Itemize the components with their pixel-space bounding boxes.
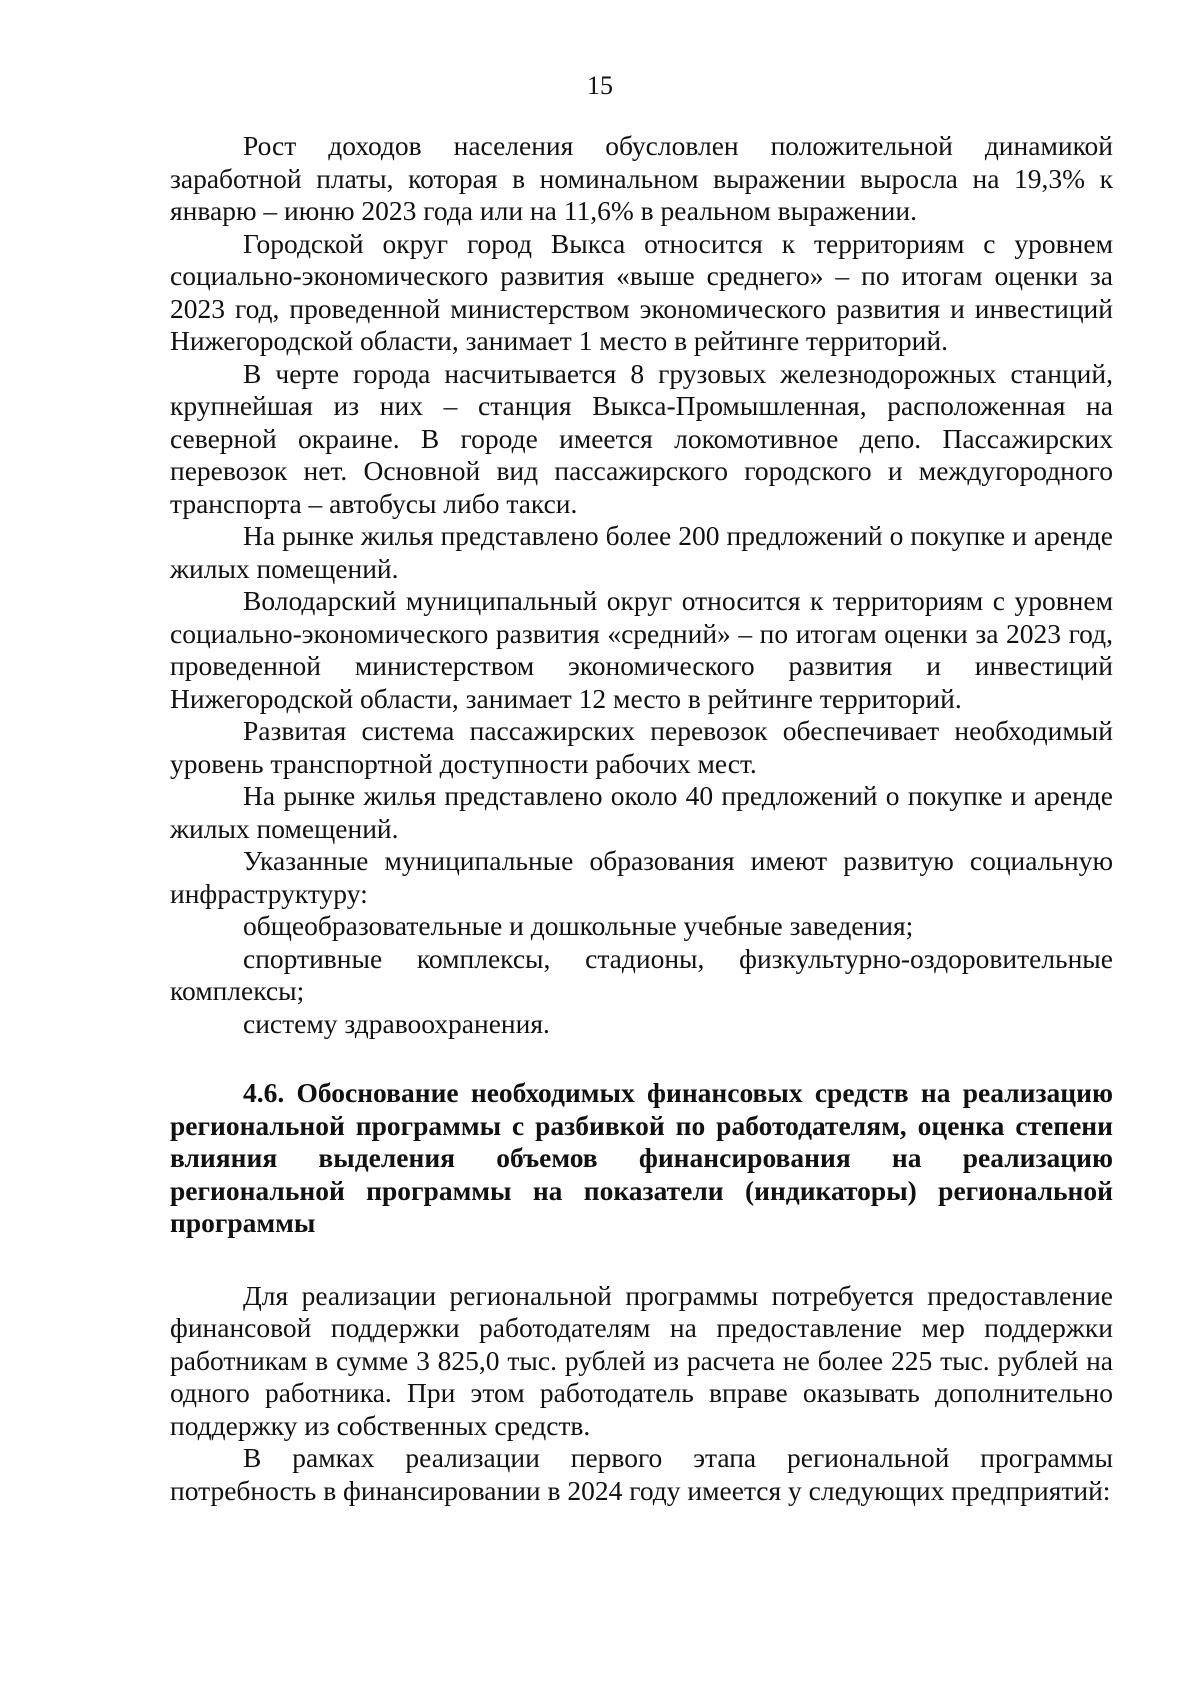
paragraph-income-growth: Рост доходов населения обусловлен положительной динамикой заработной платы, которая в номинальном выражении выросла на 19,3% к январю – июню 2023 года или на 11,6% в реальном выражении. [170, 130, 1113, 226]
list-item-healthcare: систему здравоохранения. [243, 1007, 550, 1039]
document-body [170, 130, 1113, 1507]
paragraph-volodarsky-transport: Развитая система пассажирских перевозок обеспечивает необходимый уровень транспортной доступности рабочих мест. [170, 715, 1113, 779]
list-item-sports: спортивные комплексы, стадионы, физкультурно-оздоровительные комплексы; [170, 942, 1113, 1006]
paragraph-vyksa-housing: На рынке жилья представлено более 200 предложений о покупке и аренде жилых помещений. [170, 520, 1113, 584]
paragraph-financing-amount: Для реализации региональной программы потребуется предоставление финансовой поддержки работодателям на предоставление мер поддержки работникам в сумме 3 825,0 тыс. рублей из расчета не более 225 тыс. рублей на одного работника. При этом работодатель вправе оказывать дополнительно поддержку из собственных средств. [170, 1279, 1113, 1441]
list-item-education: общеобразовательные и дошкольные учебные заведения; [243, 910, 914, 941]
page-number: 15 [587, 71, 613, 100]
paragraph-social-infrastructure: Указанные муниципальные образования имеют развитую социальную инфраструктуру: [170, 845, 1113, 909]
paragraph-first-stage: В рамках реализации первого этапа региональной программы потребность в финансировании в 2024 году имеется у следующих предприятий: [170, 1442, 1113, 1506]
paragraph-vyksa-rating: Городской округ город Выкса относится к территориям с уровнем социально-экономического развития «выше среднего» – по итогам оценки за 2023 год, проведенной министерством экономического развития и инвестиций Нижегородской области, занимает 1 место в рейтинге территорий. [170, 227, 1113, 356]
paragraph-vyksa-transport: В черте города насчитывается 8 грузовых железнодорожных станций, крупнейшая из них – станция Выкса-Промышленная, расположенная на северной окраине. В городе имеется локомотивное депо. Пассажирских перевозок нет. Основной вид пассажирского городского и междугородного транспорта – автобусы либо такси. [170, 357, 1113, 519]
heading-spacer [170, 1240, 1113, 1280]
paragraph-volodarsky-housing: На рынке жилья представлено около 40 предложений о покупке и аренде жилых помещений. [170, 780, 1113, 844]
section-heading: 4.6. Обоснование необходимых финансовых средств на реализацию региональной программы с разбивкой по работодателям, оценка степени влияния выделения объемов финансирования на реализацию региональной программы на показатели (индикаторы) региональной программы [170, 1077, 1113, 1238]
paragraph-volodarsky-rating: Володарский муниципальный округ относится к территориям с уровнем социально-экономического развития «средний» – по итогам оценки за 2023 год, проведенной министерством экономического развития и инвестиций Нижегородской области, занимает 12 место в рейтинге территорий. [170, 585, 1113, 714]
